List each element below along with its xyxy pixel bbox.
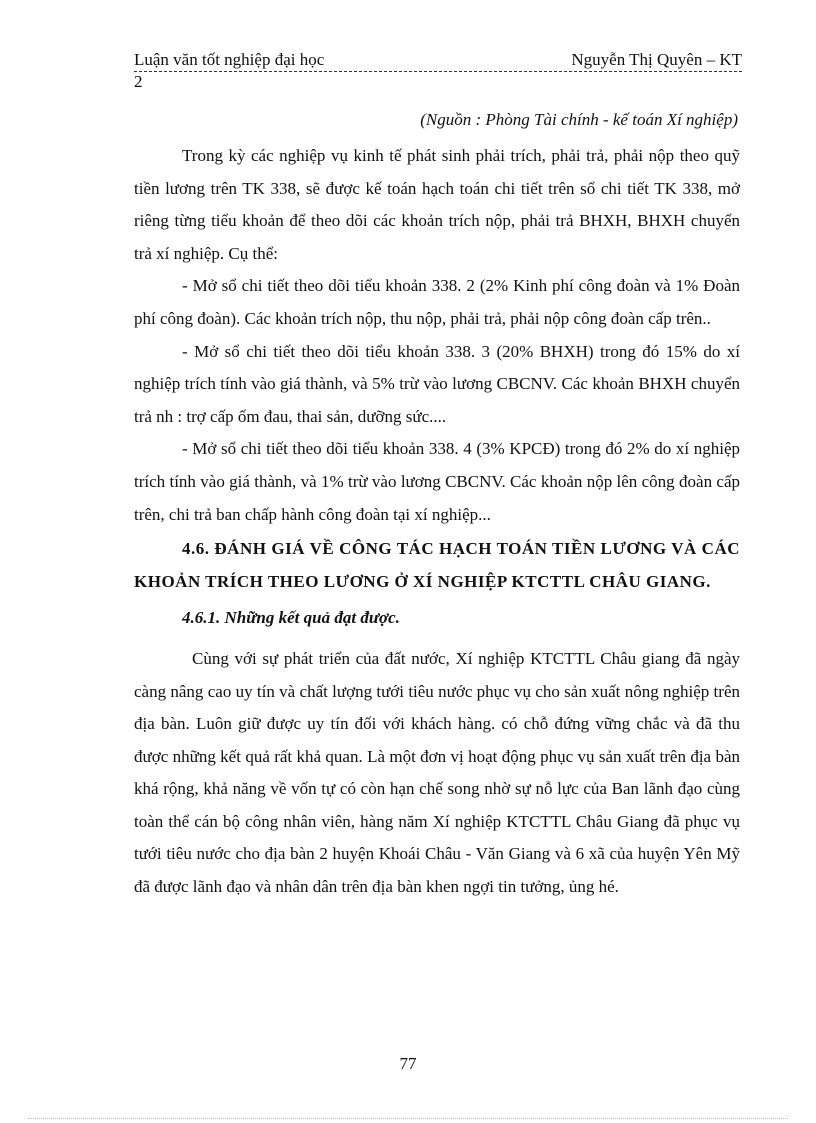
- header-author-continuation: 2: [134, 72, 143, 91]
- source-note: (Nguồn : Phòng Tài chính - kế toán Xí nghiệp): [420, 110, 738, 129]
- document-body: [134, 140, 740, 904]
- header-author: Nguyễn Thị Quyên – KT: [571, 50, 742, 69]
- section-heading: 4.6. ĐÁNH GIÁ VỀ CÔNG TÁC HẠCH TOÁN TIỀN LƯƠNG VÀ CÁC KHOẢN TRÍCH THEO LƯƠNG Ở XÍ NGHIỆP KTCTTL CHÂU GIANG.: [134, 539, 740, 591]
- paragraph-results: Cùng với sự phát triển của đất nước, Xí nghiệp KTCTTL Châu giang đã ngày càng nâng cao uy tín và chất lượng tưới tiêu nước phục vụ cho sản xuất nông nghiệp trên địa bàn. Luôn giữ được uy tín đối với khách hàng. có chỗ đứng vững chắc và đã thu được những kết quả rất khả quan. Là một đơn vị hoạt động phục vụ sản xuất trên địa bàn khá rộng, khả năng về vốn tự có còn hạn chế song nhờ sự nỗ lực của Ban lãnh đạo cùng toàn thể cán bộ công nhân viên, hàng năm Xí nghiệp KTCTTL Châu Giang đã phục vụ tưới tiêu nước cho địa bàn 2 huyện Khoái Châu - Văn Giang và 6 xã của huyện Yên Mỹ đã được lãnh đạo và nhân dân trên địa bàn khen ngợi tin tưởng, ủng hé.: [134, 648, 740, 897]
- header-rule: [134, 71, 742, 72]
- subsection-heading: 4.6.1. Những kết quả đạt được.: [182, 608, 400, 628]
- bullet-338-3: - Mở sổ chi tiết theo dõi tiểu khoản 338. 3 (20% BHXH) trong đó 15% do xí nghiệp trích tính vào giá thành, và 5% trừ vào lương CBCNV. Các khoản BHXH chuyển trả nh : trợ cấp ốm đau, thai sản, dưỡng sức....: [134, 341, 740, 426]
- bullet-338-2: - Mở sổ chi tiết theo dõi tiểu khoản 338. 2 (2% Kinh phí công đoàn và 1% Đoàn phí công đoàn). Các khoản trích nộp, thu nộp, phải trả, phải nộp công đoàn cấp trên..: [134, 276, 740, 328]
- paragraph-intro: Trong kỳ các nghiệp vụ kinh tế phát sinh phải trích, phải trả, phải nộp theo quỹ tiền lương trên TK 338, sẽ được kế toán hạch toán chi tiết trên sổ chi tiết TK 338, mở riêng từng tiểu khoản để theo dõi các khoản trích nộp, phải trả BHXH, BHXH chuyển trả xí nghiệp. Cụ thể:: [134, 146, 740, 263]
- header-thesis-title: Luận văn tốt nghiệp đại học: [134, 50, 325, 69]
- page-number: 77: [399, 1054, 417, 1073]
- footer-rule: [28, 1118, 788, 1119]
- bullet-338-4: - Mở sổ chi tiết theo dõi tiểu khoản 338. 4 (3% KPCĐ) trong đó 2% do xí nghiệp trích tính vào giá thành, và 1% trừ vào lương CBCNV. Các khoản nộp lên công đoàn cấp trên, chi trả ban chấp hành công đoàn tại xí nghiệp...: [134, 439, 740, 524]
